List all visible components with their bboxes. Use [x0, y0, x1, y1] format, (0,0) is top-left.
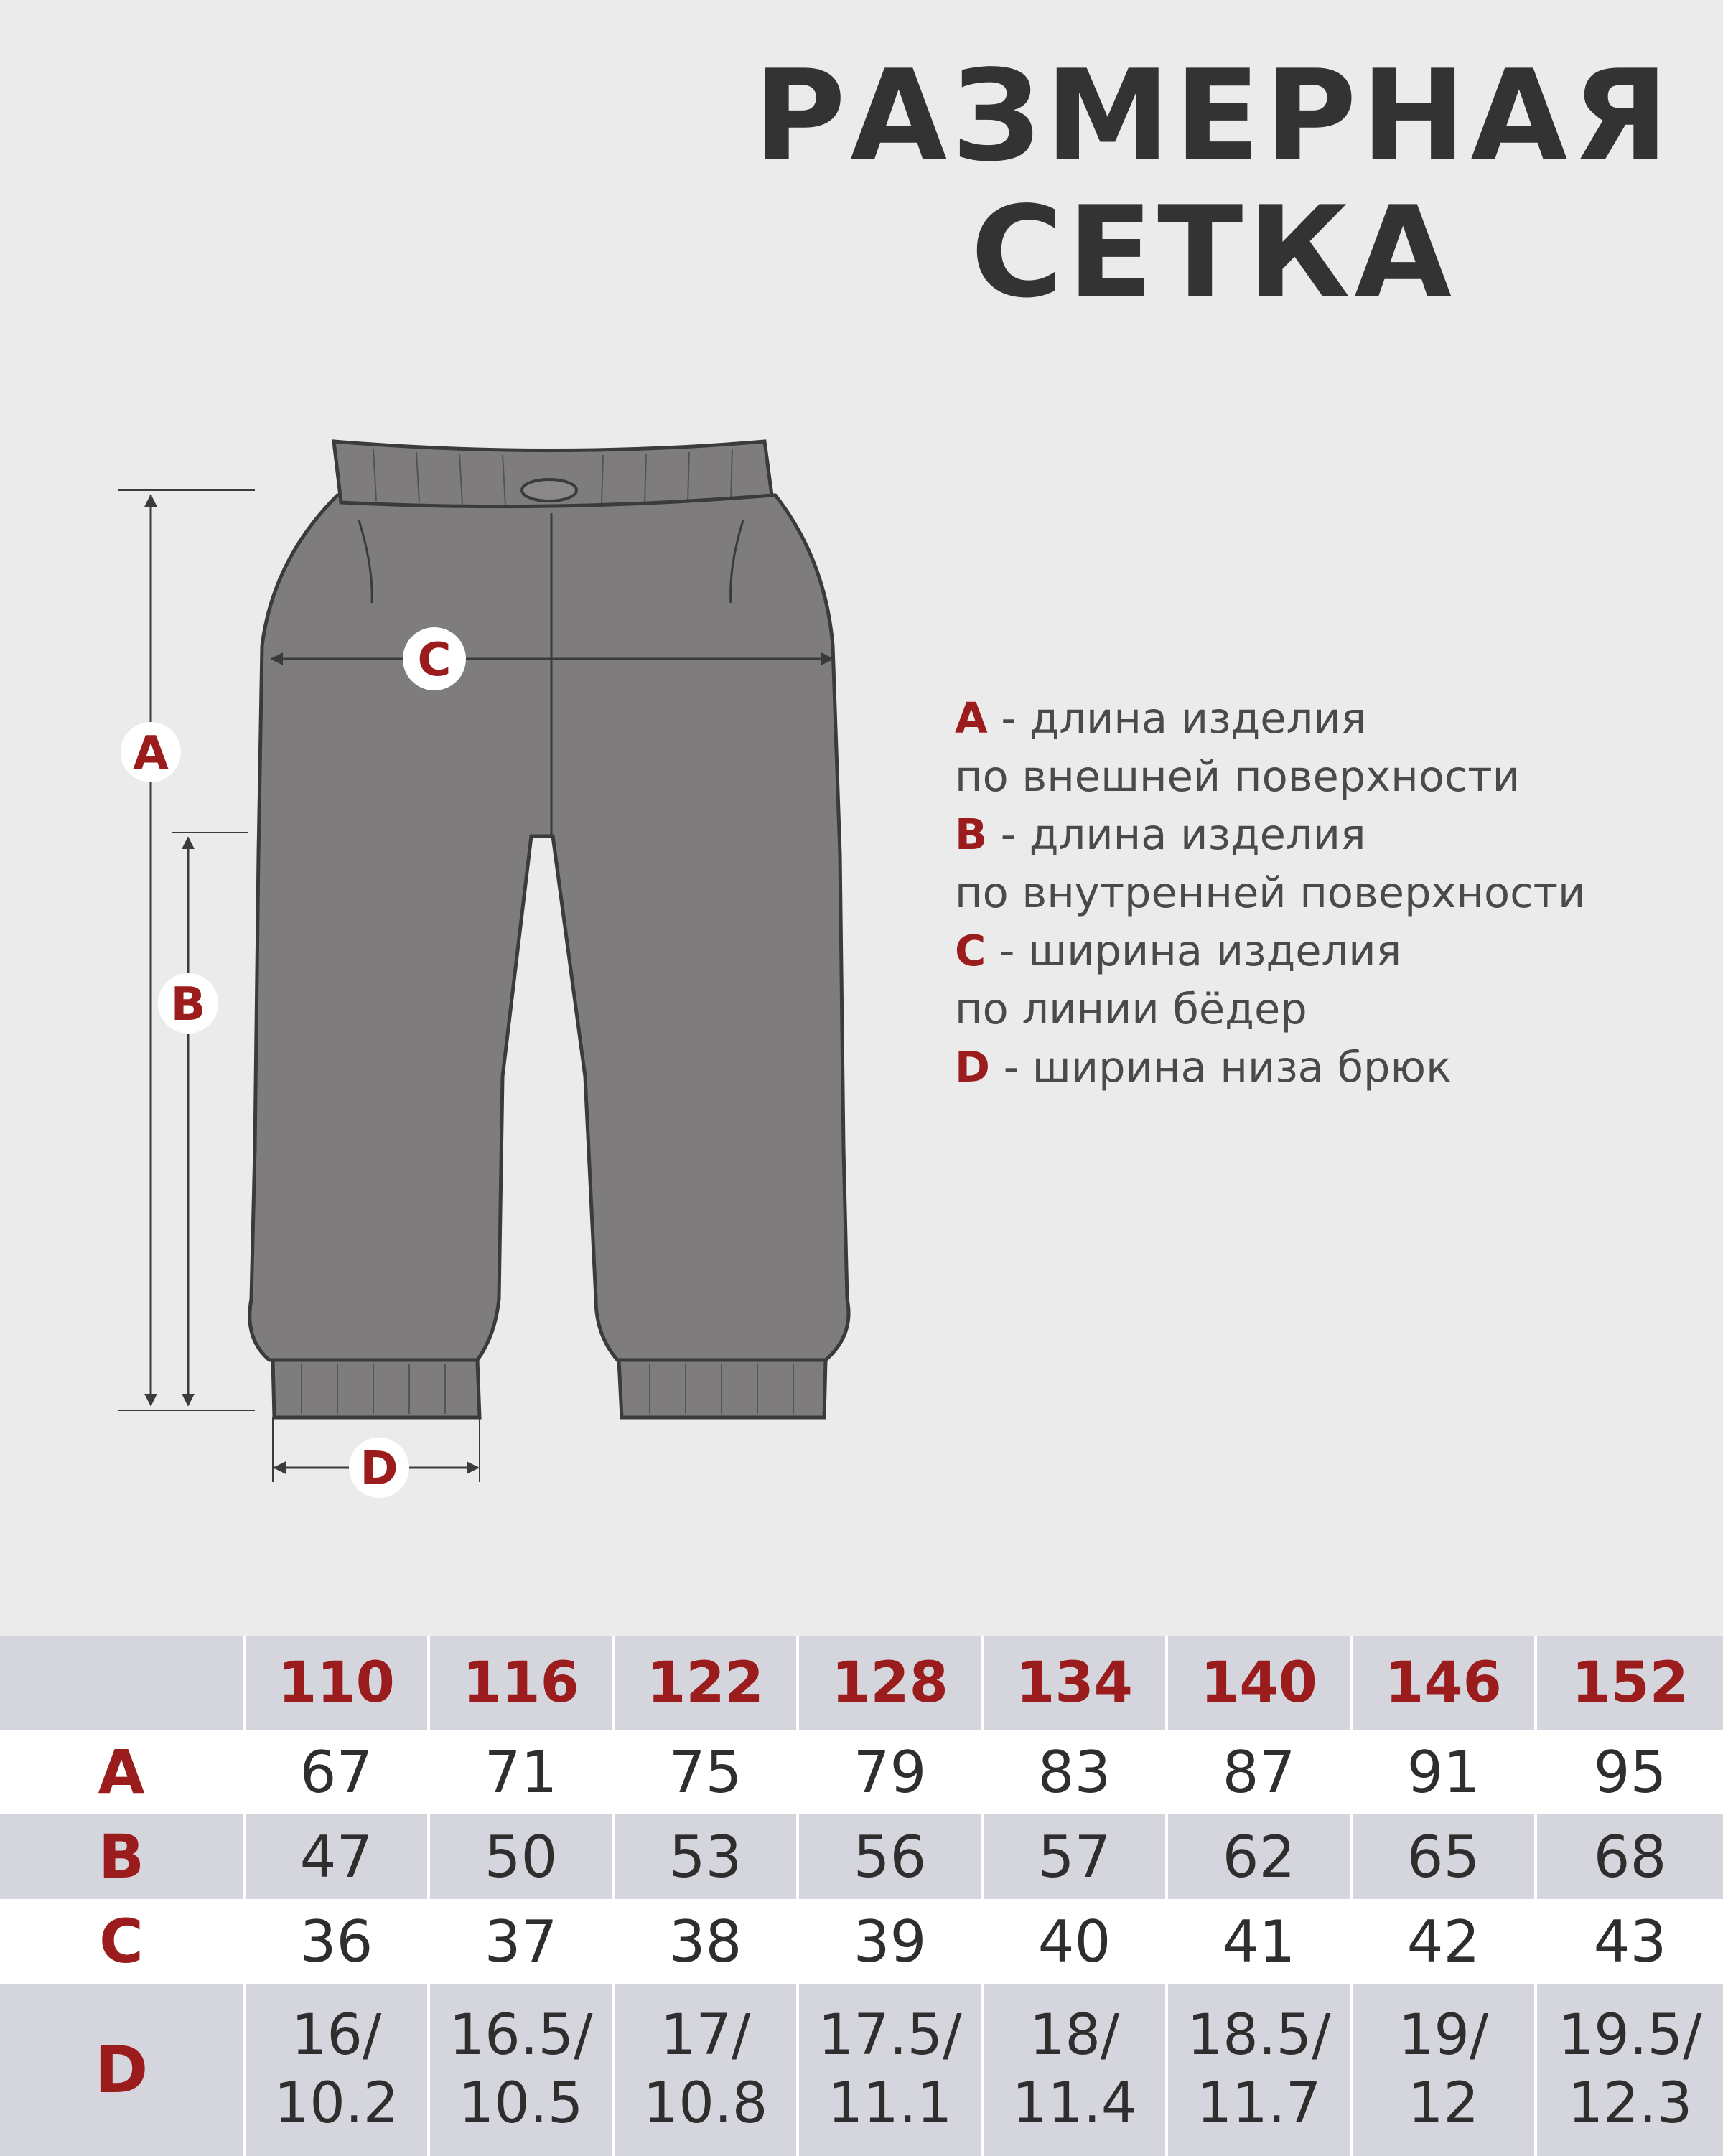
left-cuff — [273, 1360, 480, 1417]
size-table — [0, 1636, 1723, 2156]
size-header: 116 — [429, 1636, 613, 1730]
table-cell: 39 — [798, 1899, 982, 1984]
table-cell: 38 — [613, 1899, 798, 1984]
legend-text: по внутренней поверхности — [955, 868, 1586, 917]
cell-line: 10.2 — [274, 2071, 399, 2136]
cell-line: 17.5/ — [818, 2003, 962, 2068]
marker-c: C — [417, 634, 452, 687]
cell-line: 18/ — [1029, 2003, 1120, 2068]
table-cell — [1167, 1984, 1351, 2156]
legend-key-a: A — [955, 693, 988, 743]
cell-line: 19/ — [1398, 2003, 1489, 2068]
cell-line: 10.8 — [643, 2071, 768, 2136]
table-cell: 65 — [1351, 1814, 1536, 1899]
cell-line: 12 — [1407, 2071, 1480, 2136]
legend-text: - длина изделия — [986, 810, 1366, 859]
measure-b — [158, 833, 248, 1405]
row-label: D — [0, 1984, 244, 2156]
legend-text: - ширина низа брюк — [989, 1042, 1452, 1092]
table-cell: 71 — [429, 1730, 613, 1814]
marker-a: A — [133, 727, 169, 780]
cell-line: 16/ — [291, 2003, 382, 2068]
measurement-legend — [955, 689, 1585, 1096]
measure-a — [118, 490, 255, 1410]
table-cell: 42 — [1351, 1899, 1536, 1984]
table-cell: 41 — [1167, 1899, 1351, 1984]
size-header: 152 — [1536, 1636, 1723, 1730]
size-header: 122 — [613, 1636, 798, 1730]
table-cell: 40 — [982, 1899, 1167, 1984]
table-cell: 83 — [982, 1730, 1167, 1814]
table-row-d — [0, 1984, 1723, 2156]
cell-line: 11.7 — [1196, 2071, 1322, 2136]
legend-line — [955, 805, 1585, 863]
table-cell — [1536, 1984, 1723, 2156]
table-cell: 91 — [1351, 1730, 1536, 1814]
drawstring-eyelet — [522, 479, 576, 501]
pants-measurement-diagram — [0, 0, 897, 1522]
page-title-line-2: СЕТКА — [971, 180, 1456, 326]
legend-line — [955, 922, 1585, 980]
header-corner — [0, 1636, 244, 1730]
row-label: C — [0, 1899, 244, 1984]
table-cell: 67 — [244, 1730, 429, 1814]
legend-line — [955, 689, 1585, 747]
size-header: 110 — [244, 1636, 429, 1730]
table-cell — [798, 1984, 982, 2156]
pants-body — [250, 495, 849, 1360]
cell-line: 19.5/ — [1558, 2003, 1702, 2068]
table-cell: 56 — [798, 1814, 982, 1899]
cell-line: 12.3 — [1567, 2071, 1693, 2136]
legend-text: по линии бёдер — [955, 984, 1307, 1034]
page-title-line-1: РАЗМЕРНАЯ — [753, 44, 1673, 189]
marker-d: D — [360, 1443, 398, 1496]
table-row-c — [0, 1899, 1723, 1984]
cell-line: 17/ — [660, 2003, 751, 2068]
table-cell — [982, 1984, 1167, 2156]
marker-b: B — [170, 978, 206, 1031]
size-header: 146 — [1351, 1636, 1536, 1730]
table-cell: 47 — [244, 1814, 429, 1899]
table-cell: 68 — [1536, 1814, 1723, 1899]
cell-line: 11.1 — [827, 2071, 953, 2136]
table-row-a — [0, 1730, 1723, 1814]
cell-line: 10.5 — [458, 2071, 584, 2136]
table-cell — [429, 1984, 613, 2156]
table-cell: 50 — [429, 1814, 613, 1899]
row-label: A — [0, 1730, 244, 1814]
size-header: 140 — [1167, 1636, 1351, 1730]
legend-line — [955, 980, 1585, 1038]
legend-line — [955, 863, 1585, 922]
legend-text: - ширина изделия — [986, 926, 1402, 975]
cell-line: 11.4 — [1012, 2071, 1137, 2136]
size-header: 134 — [982, 1636, 1167, 1730]
legend-key-c: C — [955, 926, 986, 975]
table-cell: 57 — [982, 1814, 1167, 1899]
table-cell: 62 — [1167, 1814, 1351, 1899]
measure-d — [273, 1417, 480, 1498]
size-header-row — [0, 1636, 1723, 1730]
table-cell: 79 — [798, 1730, 982, 1814]
legend-text: по внешней поверхности — [955, 751, 1520, 801]
table-cell — [244, 1984, 429, 2156]
table-cell: 95 — [1536, 1730, 1723, 1814]
row-label: B — [0, 1814, 244, 1899]
table-row-b — [0, 1814, 1723, 1899]
table-cell: 37 — [429, 1899, 613, 1984]
table-cell — [1351, 1984, 1536, 2156]
table-cell: 53 — [613, 1814, 798, 1899]
legend-text: - длина изделия — [987, 693, 1367, 743]
table-cell — [613, 1984, 798, 2156]
table-cell: 36 — [244, 1899, 429, 1984]
cell-line: 16.5/ — [449, 2003, 593, 2068]
legend-key-d: D — [955, 1042, 990, 1092]
table-cell: 43 — [1536, 1899, 1723, 1984]
legend-key-b: B — [955, 810, 987, 859]
table-cell: 87 — [1167, 1730, 1351, 1814]
cell-line: 18.5/ — [1187, 2003, 1331, 2068]
legend-line — [955, 1038, 1585, 1096]
legend-line — [955, 747, 1585, 805]
table-cell: 75 — [613, 1730, 798, 1814]
size-header: 128 — [798, 1636, 982, 1730]
